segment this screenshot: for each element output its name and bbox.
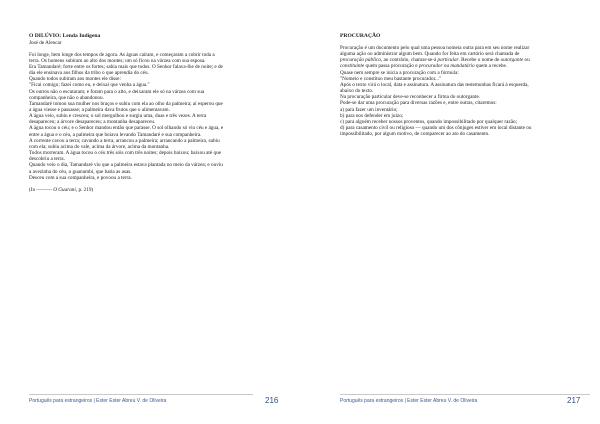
- story-author: José de Alencar: [29, 40, 62, 46]
- text-line: abaixo do texto.: [340, 88, 374, 95]
- text-line: Todos morreram. A água tocou o céu três sóis com três noites; depois baixou; baixou até que: [29, 150, 221, 157]
- text-line: impossibilitado, por algum motivo, de comparecer ao ato do casamento.: [340, 131, 490, 138]
- footer-text: Português para estrangeiros | Ester Ester Abreu V. de Oliveira: [340, 398, 478, 404]
- text-line: Pode-se dar uma procuração para diversas razões e, entre outras, citaremos:: [340, 100, 497, 107]
- text-line: Quando todos subiram aos montes ele disse:: [29, 76, 121, 83]
- text-line: Quando veio o dia, Tamandaré viu que a palmeira estava plantada no meio da várzea; e ouviu: [29, 162, 223, 169]
- text-line: Na procuração particular deve-se reconhecer a firma do outorgante.: [340, 94, 481, 101]
- text-line: A água tocou o céu; e o Senhor mandou então que parasse. O sol olhando só viu céu e água, e: [29, 125, 224, 132]
- reference-work: O Guarani: [53, 186, 76, 193]
- section-title: PROCURAÇÃO: [340, 33, 381, 39]
- page-number: 216: [265, 396, 279, 405]
- text-line: terra. Os homens subiram ao alto dos montes; um só ficou na várzea com sua esposa.: [29, 57, 206, 64]
- text-line: desapareceu; a árvore desapareceu; a montanha desapareceu.: [29, 119, 156, 126]
- text-line: entre a água e o céu, a palmeira que boiava levando Tamandaré e sua companheira.: [29, 131, 202, 138]
- text-line: d) para casamento civil ou religioso — quando um dos cônjuges estiver em local distante ou: [340, 125, 532, 132]
- page-number: 217: [567, 396, 581, 405]
- text-line: constituinte quem passa procuração e procurador ou mandatário quem a recebe.: [340, 63, 508, 70]
- text-line: A corrente cavou a terra; cavando a terra, arrancou a palmeira; arrancando a palmeira, subiu: [29, 137, 220, 144]
- source-reference: [29, 187, 284, 193]
- text-line: Tamandaré tomou sua mulher nos braços e subiu com ela ao olho da palmeira; aí esperou que: [29, 100, 223, 107]
- right-page-body: [340, 33, 594, 137]
- text-line: a água viesse e passasse; a palmeira dava frutos que o alimentavam.: [29, 107, 170, 113]
- text-line: c) para alguém receber nossos proventos, quando impossibilitado por qualquer razão;: [340, 118, 518, 125]
- reference-prefix: (In ———: [29, 186, 54, 193]
- reference-suffix: , p. 219): [75, 186, 94, 193]
- text-line: alguma ação ou administrar algum bem. Quando for feita em cartório será chamada de: [340, 51, 520, 58]
- text-line: b) para nos defender em juízo;: [340, 112, 404, 119]
- text-line: "Ficai comigo; fazei como eu, e deixai que venha a água.": [29, 82, 150, 89]
- text-line: descobriu a terra.: [29, 156, 65, 163]
- text-line: companheira, que não o abandonou.: [29, 94, 104, 101]
- text-line: a) para fazer um inventário;: [340, 106, 398, 113]
- right-page: [300, 0, 600, 424]
- footer-divider: [29, 394, 253, 395]
- text-line: "Nomeio e constituo meu bastante procurador...": [340, 75, 442, 82]
- text-line: Procuração é um documento pelo qual uma pessoa nomeia outra para em seu nome realizar: [340, 45, 530, 51]
- text-line: Quase nem sempre se inicia a procuração com a fórmula:: [340, 69, 459, 76]
- footer-divider: [340, 394, 590, 395]
- text-line: com ela; subiu acima do vale, acima da árvore, acima da montanha.: [29, 143, 170, 150]
- story-title: O DILÚVIO: Lenda Indígena: [29, 33, 101, 39]
- text-line: Desceu com a sua companheira, e povoou a terra.: [29, 174, 132, 181]
- text-line: procuração pública, ao contrário, chamar-se-á particular. Recebe o nome de outorgante ou: [340, 57, 530, 64]
- text-line: a avezinha do céu, o guanumbi, que batia as asas.: [29, 168, 132, 175]
- text-line: A água veio, subiu e cresceu; o sol mergulhou e surgiu uma, duas e três vezes. A terra: [29, 113, 207, 120]
- text-line: Os outros não o escutaram; e foram para o alto, e deixaram ele só na várzea com sua: [29, 88, 205, 95]
- text-line: Foi longe, bem longe dos tempos de agora. As águas caíram, e começaram a cobrir toda a: [29, 51, 215, 58]
- footer-text: Português para estrangeiros | Ester Ester Abreu V. de Oliveira: [29, 398, 167, 404]
- text-line: Era Tamandaré; forte entre os fortes; sabia mais que todos. O Senhor falava-lhe de noite; e de: [29, 63, 223, 70]
- text-line: Após o texto virá o local, data e assinatura. A assinatura das testemunhas ficará à esquerda,: [340, 81, 529, 88]
- left-page-body: [29, 33, 284, 198]
- text-line: dia ele ensinava aos filhos da tribo o que aprendia do céu.: [29, 70, 149, 77]
